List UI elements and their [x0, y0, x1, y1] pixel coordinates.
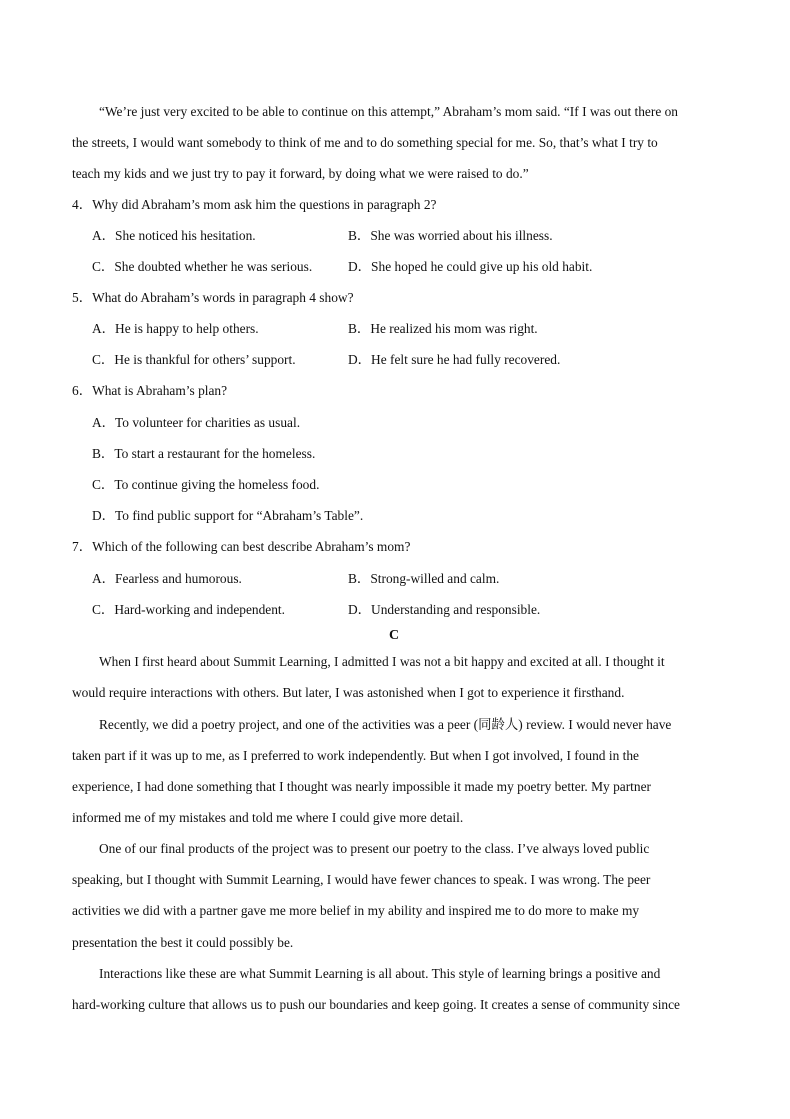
question-5-option-c: C．He is thankful for others’ support.: [92, 352, 296, 367]
passage-b-line-3: teach my kids and we just try to pay it forward, by doing what we were raised to do.”: [72, 166, 529, 181]
question-4-option-c: C．She doubted whether he was serious.: [92, 259, 313, 274]
section-c-line-1: When I first heard about Summit Learning, I admitted I was not a bit happy and excited at all. I thought it: [99, 654, 665, 669]
question-6-option-b: B．To start a restaurant for the homeless.: [92, 446, 316, 461]
question-7-option-a: A．Fearless and humorous.: [92, 571, 242, 586]
question-6-option-a: A．To volunteer for charities as usual.: [92, 415, 301, 430]
section-c-line-6: informed me of my mistakes and told me where I could give more detail.: [72, 810, 464, 825]
question-4-option-b: B．She was worried about his illness.: [348, 228, 553, 243]
question-7-option-c: C．Hard-working and independent.: [92, 602, 286, 617]
question-7-option-b: B．Strong-willed and calm.: [348, 571, 500, 586]
section-c-line-7: One of our final products of the project was to present our poetry to the class. I’ve always loved public: [99, 841, 650, 856]
question-6-stem: 6．What is Abraham’s plan?: [72, 383, 228, 398]
question-7-stem: 7．Which of the following can best describe Abraham’s mom?: [72, 539, 411, 554]
question-5-option-d: D．He felt sure he had fully recovered.: [348, 352, 561, 367]
question-5-stem: 5．What do Abraham’s words in paragraph 4 show?: [72, 290, 354, 305]
passage-b-line-2: the streets, I would want somebody to think of me and to do something special for me. So, that’s what I try to: [72, 135, 658, 150]
section-c-line-10: presentation the best it could possibly be.: [72, 935, 294, 950]
section-c-line-8: speaking, but I thought with Summit Learning, I would have fewer chances to speak. I was wrong. The peer: [72, 872, 651, 887]
question-4-option-a: A．She noticed his hesitation.: [92, 228, 256, 243]
question-7-option-d: D．Understanding and responsible.: [348, 602, 541, 617]
section-c-line-12: hard-working culture that allows us to push our boundaries and keep going. It creates a sense of community since: [72, 997, 680, 1012]
section-c-line-11: Interactions like these are what Summit Learning is all about. This style of learning brings a positive and: [99, 966, 661, 981]
section-c-line-9: activities we did with a partner gave me more belief in my ability and inspired me to do more to make my: [72, 903, 640, 918]
section-c-heading: C: [389, 628, 400, 643]
question-4-option-d: D．She hoped he could give up his old habit.: [348, 259, 593, 274]
question-6-option-c: C．To continue giving the homeless food.: [92, 477, 320, 492]
section-c-line-2: would require interactions with others. But later, I was astonished when I got to experience it firsthand.: [72, 685, 625, 700]
section-c-line-3: Recently, we did a poetry project, and one of the activities was a peer (同龄人) review. I would never have: [99, 717, 672, 732]
question-5-option-b: B．He realized his mom was right.: [348, 321, 538, 336]
section-c-line-4: taken part if it was up to me, as I preferred to work independently. But when I got involved, I found in the: [72, 748, 639, 763]
section-c-line-5: experience, I had done something that I thought was nearly impossible it made my poetry better. My partner: [72, 779, 651, 794]
question-5-option-a: A．He is happy to help others.: [92, 321, 259, 336]
question-4-stem: 4．Why did Abraham’s mom ask him the questions in paragraph 2?: [72, 197, 437, 212]
question-6-option-d: D．To find public support for “Abraham’s Table”.: [92, 508, 364, 523]
passage-b-line-1: “We’re just very excited to be able to continue on this attempt,” Abraham’s mom said. “If I was out there on: [99, 104, 679, 119]
